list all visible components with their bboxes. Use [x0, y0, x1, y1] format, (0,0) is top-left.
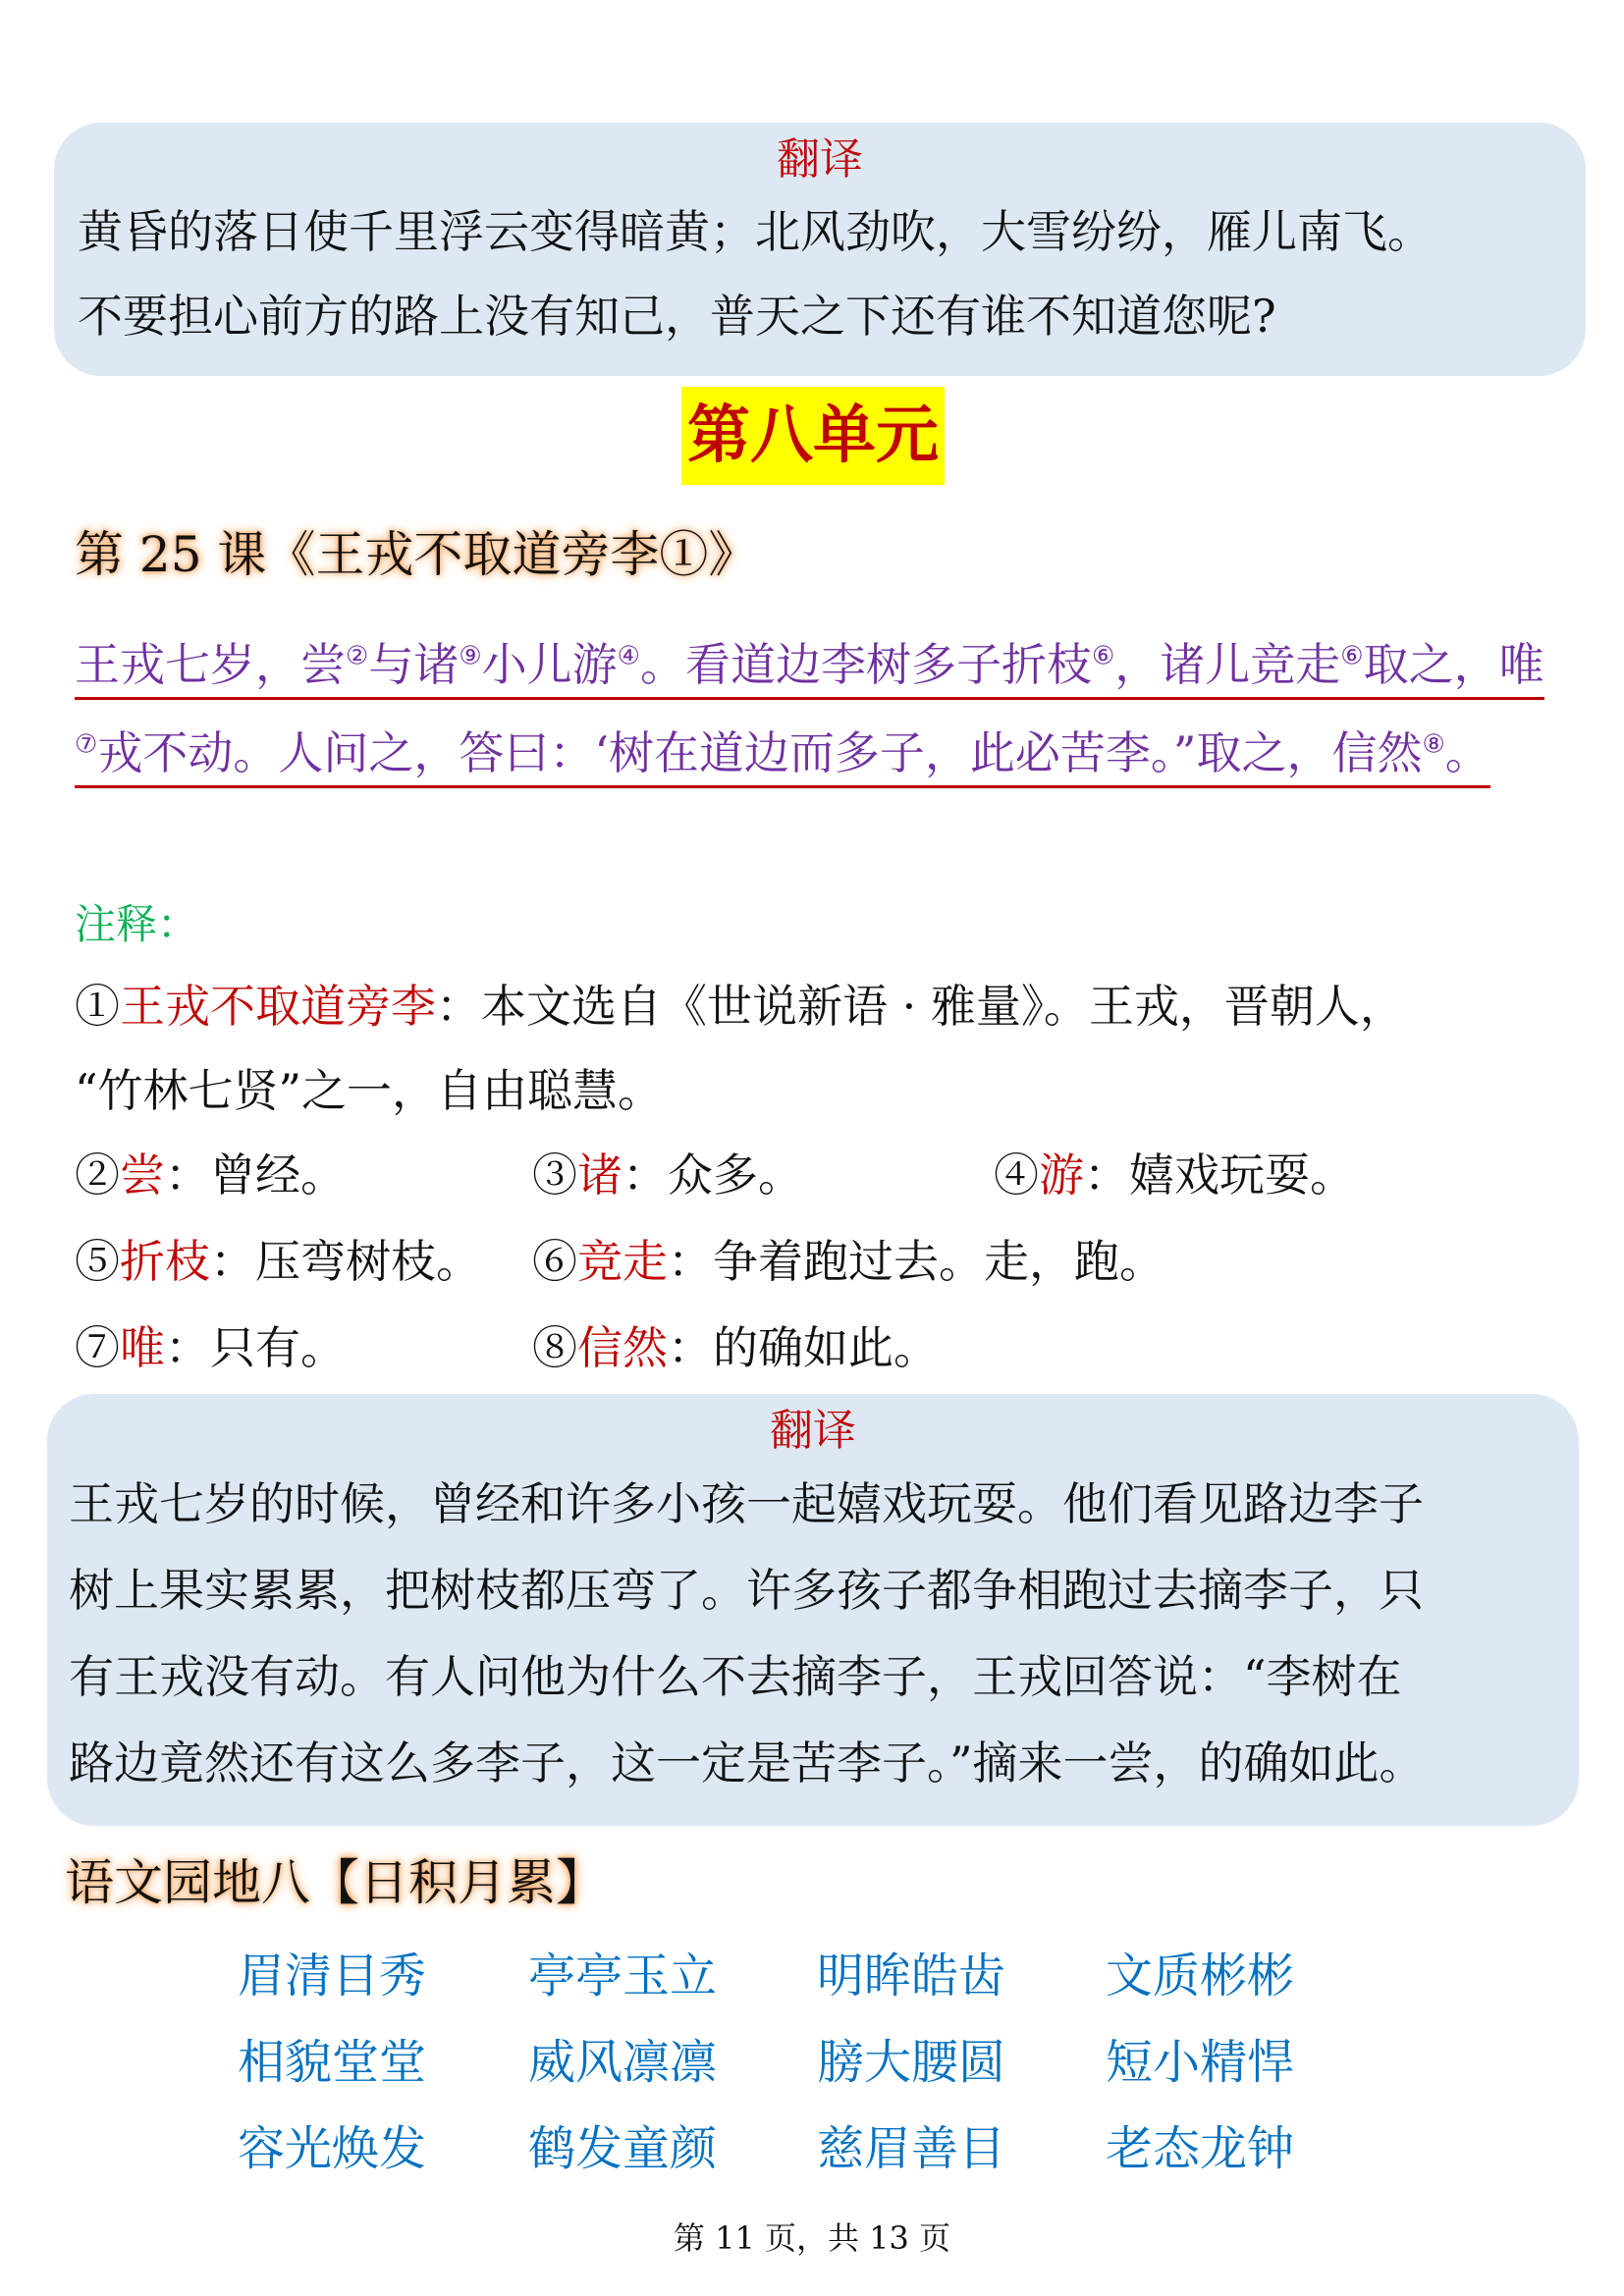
idiom: 文质彬彬	[1106, 1949, 1295, 2003]
text-underlined	[75, 638, 1544, 788]
note-2: ②尝：曾经。	[75, 1148, 346, 1201]
previous-translation-box	[54, 123, 1586, 376]
note-marker: ⑥	[1091, 641, 1115, 671]
text-segment: ，诸儿竞走	[1114, 638, 1341, 691]
note-3: ③诸：众多。	[532, 1148, 803, 1201]
note-5: ⑤折枝：压弯树枝。	[75, 1235, 481, 1288]
translation-line: 路边竟然还有这么多李子，这一定是苦李子。”摘来一尝，的确如此。	[69, 1736, 1425, 1789]
lesson-title: 第 25 课《王戎不取道旁李①》	[75, 526, 758, 583]
translation-line: 有王戎没有动。有人问他为什么不去摘李子，王戎回答说：“李树在	[69, 1650, 1402, 1703]
note-marker: ⑥	[1340, 641, 1364, 671]
idiom: 容光焕发	[238, 2121, 427, 2176]
idiom: 老态龙钟	[1106, 2121, 1295, 2176]
translation-heading: 翻译	[770, 1406, 856, 1456]
page-number-footer: 第 11 页，共 13 页	[673, 2219, 951, 2257]
note-marker: ⑧	[1422, 729, 1445, 760]
notes-row-3	[75, 1227, 1547, 1296]
translation-line: 黄昏的落日使千里浮云变得暗黄；北风劲吹，大雪纷纷，雁儿南飞。	[78, 205, 1433, 258]
text-segment: 取之，唯	[1363, 638, 1544, 691]
idiom: 明眸皓齿	[817, 1949, 1006, 2003]
text-segment: 与诸	[368, 638, 460, 691]
classical-text	[75, 620, 1547, 797]
text-segment: 小儿游	[481, 638, 618, 691]
idiom: 慈眉善目	[817, 2121, 1006, 2176]
note-1-continued: “竹林七贤”之一，自由聪慧。	[75, 1064, 664, 1117]
text-segment: 戎不动。人问之，答曰：‘树在道边而多子，此必苦李。”取之，信然	[97, 726, 1423, 779]
notes-label: 注释：	[75, 900, 199, 948]
idiom: 眉清目秀	[238, 1949, 427, 2003]
note-marker: ⑦	[75, 729, 98, 760]
text-segment: 。	[1444, 726, 1490, 779]
note-1	[75, 972, 1405, 1041]
garden-title: 语文园地八【日积月累】	[65, 1854, 605, 1911]
note-number: ①	[75, 980, 120, 1033]
idiom: 亭亭玉立	[528, 1949, 718, 2003]
note-marker: ④	[617, 641, 640, 671]
note-marker: ②	[346, 641, 369, 671]
note-7: ⑦唯：只有。	[75, 1321, 346, 1374]
text-segment: 王戎七岁，尝	[75, 638, 346, 691]
note-definition: ：本文选自《世说新语 · 雅量》。王戎，晋朝人，	[436, 980, 1405, 1033]
note-4: ④游：嬉戏玩耍。	[994, 1148, 1355, 1201]
idiom: 威风凛凛	[528, 2035, 718, 2090]
idiom: 鹤发童颜	[528, 2121, 718, 2176]
notes-row-2	[75, 1141, 1547, 1209]
text-segment: 。看道边李树多子折枝	[639, 638, 1092, 691]
note-term: 王戎不取道旁李	[120, 980, 436, 1033]
translation-heading: 翻译	[777, 134, 863, 185]
translation-line: 王戎七岁的时候，曾经和许多小孩一起嬉戏玩耍。他们看见路边李子	[69, 1477, 1424, 1530]
idiom: 相貌堂堂	[238, 2035, 427, 2090]
translation-line: 树上果实累累，把树枝都压弯了。许多孩子都争相跑过去摘李子，只	[69, 1564, 1424, 1617]
idiom: 膀大腰圆	[817, 2035, 1006, 2090]
notes-row-4	[75, 1313, 1547, 1382]
idiom: 短小精悍	[1106, 2035, 1295, 2090]
translation-line: 不要担心前方的路上没有知己，普天之下还有谁不知道您呢?	[78, 290, 1276, 343]
note-marker: ⑨	[459, 641, 482, 671]
unit-title: 第八单元	[681, 387, 945, 485]
translation-box	[47, 1394, 1579, 1826]
note-6: ⑥竞走：争着跑过去。走，跑。	[532, 1235, 1164, 1288]
note-8: ⑧信然：的确如此。	[532, 1321, 939, 1374]
